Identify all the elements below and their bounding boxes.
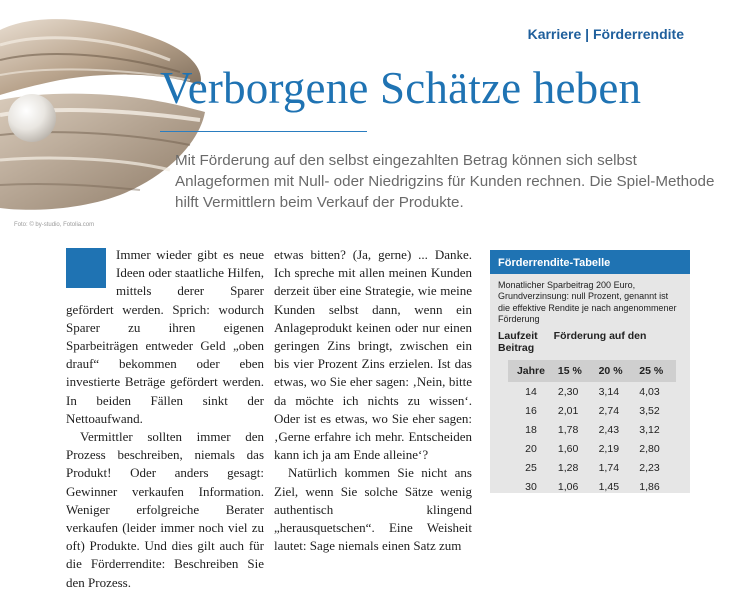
table-cell: 2,30 (557, 385, 579, 398)
table-cell: 1,60 (557, 442, 579, 455)
table-cell: 3,12 (639, 423, 660, 436)
title-rule (160, 131, 367, 132)
sidebar-table-box (490, 250, 690, 493)
table-cell: 18 (525, 423, 537, 436)
body-paragraph: Immer wieder gibt es neue Ideen oder staatliche Hilfen, mittels derer Sparer gefördert werden. Sprich: wodurch Sparer zu ihren eigenen Sparbeiträgen entweder Geld „oben drauf“ bekommen oder eben investierte Beträge gefördert werden. In beiden Fällen sinkt der Nettoaufwand. (66, 247, 264, 426)
table-cell: 1,28 (557, 461, 579, 474)
body-paragraph: Natürlich kommen Sie nicht ans Ziel, wenn Sie solche Sätze wenig authentisch klingend „herausquetschen“. Eine Weisheit lautet: Sage niemals einen Satz zum (274, 465, 472, 554)
table-cell: 20 (525, 442, 537, 455)
header-cell: 15 % (554, 360, 595, 382)
table-cell: 2,80 (639, 442, 660, 455)
table-cell: 1,86 (639, 480, 660, 493)
table-cell: 25 (525, 461, 537, 474)
table-cell: 2,19 (598, 442, 620, 455)
table-cell: 2,74 (598, 404, 620, 417)
table-cell: 16 (525, 404, 537, 417)
table-cell: 1,06 (557, 480, 579, 493)
table-row (508, 477, 676, 493)
body-paragraph: etwas bitten? (Ja, gerne) ... Danke. Ich spreche mit allen meinen Kunden derzeit über eine Strategie, wie meine Kunden selbst dann, wenn ein Anlageprodukt keinen oder nur einen geringen Zins bringt, zwischen ein bis vier Prozent Zins erzielen. Ist das etwas, wo Sie eher sagen: ‚Nein, bitte da möchte ich nichts zu wissen‘. Oder ist es etwas, wo Sie eher sagen: ‚Gerne erfahre ich mehr. Entscheiden kann ich ja am Ende alleine‘? (274, 247, 472, 463)
article-title: Verborgene Schätze heben (160, 63, 642, 113)
table-cell: 3,52 (639, 404, 660, 417)
table-cell: 2,23 (639, 461, 660, 474)
table-cell: 1,78 (557, 423, 579, 436)
table-cell: 30 (525, 480, 537, 493)
table-row (508, 401, 676, 420)
table-cell: 14 (525, 385, 537, 398)
table-row (508, 382, 676, 401)
article-column-2 (274, 246, 472, 555)
table-row (508, 458, 676, 477)
table-header-row (508, 360, 676, 382)
article-lead: Mit Förderung auf den selbst eingezahlten Betrag können sich selbst Anlageformen mit Null- oder Niedrigzins für Kunden rechnen. Die Spiel-Methode hilft Vermittlern beim Verkauf der Produkte. (175, 152, 715, 211)
photo-credit: Foto: © by-studio, Fotolia.com (14, 222, 95, 228)
yield-table (508, 360, 676, 493)
header-cell: 20 % (595, 360, 636, 382)
article-column-1 (66, 246, 264, 592)
section-label: Karriere | Förderrendite (527, 26, 684, 42)
header-cell: 25 % (635, 360, 676, 382)
table-title: Förderrendite-Tabelle (490, 250, 690, 274)
table-cell: 1,45 (598, 480, 620, 493)
table-description: Monatlicher Sparbeitrag 200 Euro, Grundverzinsung: null Prozent, genannt ist die effektive Rendite je nach angenommener Förderung (498, 280, 677, 324)
table-cell: 2,43 (598, 423, 620, 436)
table-cell: 1,74 (598, 461, 620, 474)
subheader-duration: Laufzeit (498, 330, 538, 343)
body-paragraph: Vermittler sollten immer den Prozess beschreiben, niemals das Produkt! Oder anders gesagt: Gewinner verkaufen Information. Weniger erfolgreiche Berater verkaufen (leider immer noch viel zu oft) Produkte. Und dies gilt auch für die Förderrendite: Beschreiben Sie den Prozess. (66, 429, 264, 590)
table-cell: 3,14 (598, 385, 620, 398)
table-row (508, 420, 676, 439)
table-subheader (490, 328, 690, 360)
table-row (508, 439, 676, 458)
table-cell: 4,03 (639, 385, 660, 398)
table-cell: 2,01 (557, 404, 579, 417)
dropcap-block (66, 248, 106, 288)
header-cell: Jahre (508, 360, 554, 382)
subheader-funding: Förderung auf den Beitrag (498, 330, 647, 355)
